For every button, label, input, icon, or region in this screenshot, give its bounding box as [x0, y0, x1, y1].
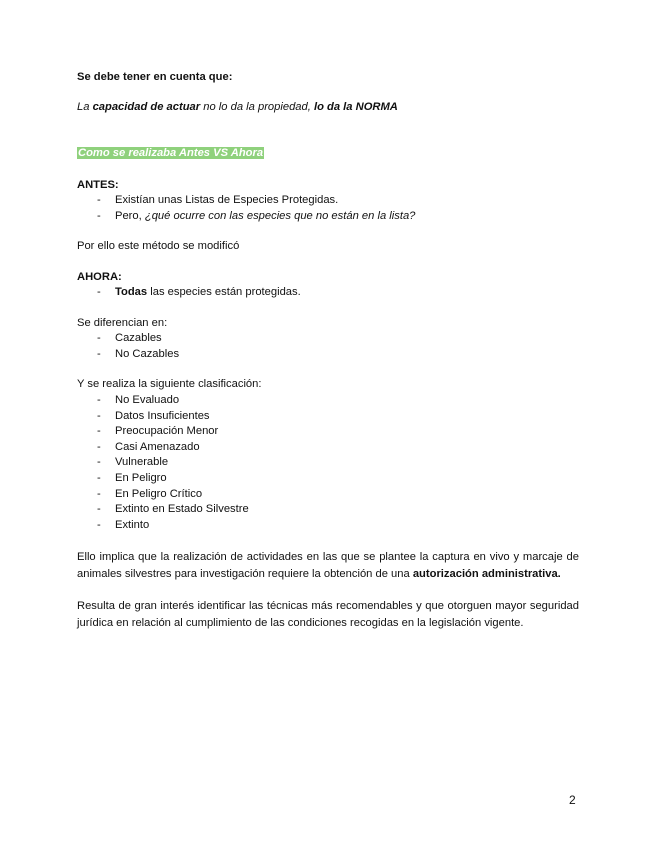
quote-part-1: La	[77, 100, 93, 113]
ahora-list	[77, 285, 579, 301]
list-item	[77, 285, 579, 301]
list-item: - Datos Insuficientes	[77, 409, 579, 425]
list-item: - Casi Amenazado	[77, 440, 579, 456]
antes-list	[77, 193, 579, 224]
paragraph-authorization	[77, 549, 579, 582]
list-item: - Cazables	[77, 331, 579, 347]
paragraph1-text: Ello implica que la realización de actividades en las que se plantee la captura en vivo y marcaje de animales silvestres para investigación requiere la obtención de una	[77, 551, 579, 580]
paragraph-techniques: Resulta de gran interés identificar las técnicas más recomendables y que otorguen mayor seguridad jurídica en relación al cumplimiento de las condiciones recogidas en la legislación vigente.	[77, 600, 579, 629]
list-item: - Existían unas Listas de Especies Protegidas.	[77, 193, 579, 209]
list-item: - No Cazables	[77, 347, 579, 363]
quote-part-2: capacidad de actuar	[92, 100, 201, 113]
quote-part-4: lo da la NORMA	[313, 100, 398, 113]
highlighted-section-title: Como se realizaba Antes VS Ahora	[78, 147, 264, 159]
section-heading	[77, 146, 579, 162]
list-item: - Preocupación Menor	[77, 424, 579, 440]
classification-intro: Y se realiza la siguiente clasificación:	[77, 378, 262, 391]
differ-list	[77, 331, 579, 362]
antes-item2-prefix: Pero,	[115, 209, 145, 222]
differ-intro: Se diferencian en:	[77, 316, 168, 329]
list-item: - En Peligro	[77, 471, 579, 487]
antes-item2-question: ¿qué ocurre con las especies que no están en la lista?	[144, 209, 416, 222]
page-number: 2	[569, 793, 576, 807]
list-item: - Extinto	[77, 518, 579, 534]
ahora-item-rest: las especies están protegidas.	[147, 286, 301, 299]
list-item	[77, 209, 579, 225]
classification-list	[77, 393, 579, 533]
list-item: - En Peligro Crítico	[77, 487, 579, 503]
quote-part-3: no lo da la propiedad,	[200, 100, 314, 113]
antes-label: ANTES:	[77, 178, 119, 191]
list-item: - Vulnerable	[77, 455, 579, 471]
paragraph1-bold: autorización administrativa.	[412, 567, 561, 580]
list-item: - Extinto en Estado Silvestre	[77, 502, 579, 518]
norma-quote	[77, 100, 579, 116]
modified-statement: Por ello este método se modificó	[77, 240, 240, 253]
document-page	[77, 70, 579, 631]
intro-heading: Se debe tener en cuenta que:	[77, 71, 233, 83]
ahora-item-bold: Todas	[115, 286, 148, 299]
ahora-label: AHORA:	[77, 270, 122, 283]
list-item: - No Evaluado	[77, 393, 579, 409]
